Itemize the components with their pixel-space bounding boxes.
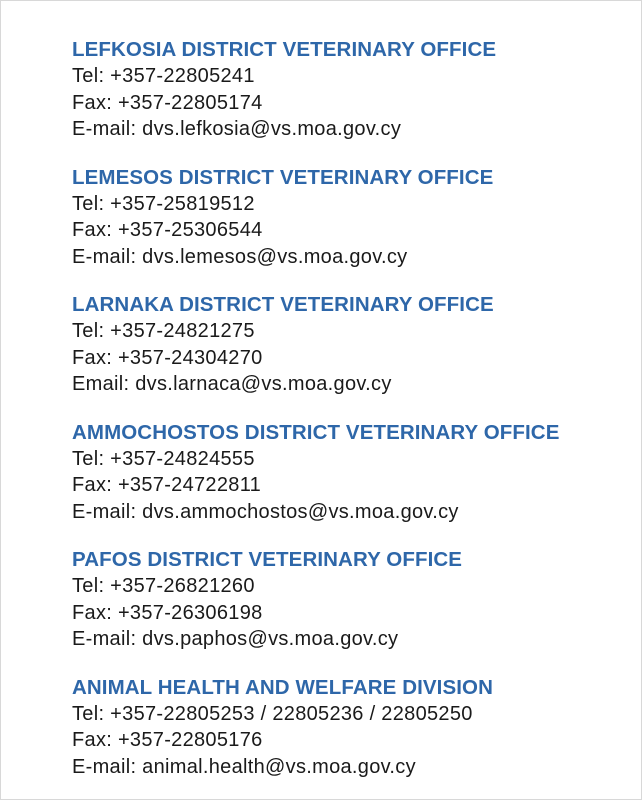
office-block-lemesos (72, 165, 631, 271)
office-email: E-mail: dvs.ammochostos@vs.moa.gov.cy (72, 500, 459, 523)
office-title: LEFKOSIA DISTRICT VETERINARY OFFICE (72, 38, 497, 61)
office-tel: Tel: +357-25819512 (72, 192, 255, 215)
office-email: E-mail: dvs.lemesos@vs.moa.gov.cy (72, 245, 408, 268)
office-title: ANIMAL HEALTH AND WELFARE DIVISION (72, 675, 493, 699)
office-fax: Fax: +357-24304270 (72, 346, 263, 369)
office-tel: Tel: +357-22805253 / 22805236 / 22805250 (72, 702, 473, 725)
office-fax: Fax: +357-24722811 (72, 474, 262, 496)
office-tel: Tel: +357-24821275 (72, 320, 255, 342)
office-block-lefkosia (72, 37, 631, 143)
office-title: AMMOCHOSTOS DISTRICT VETERINARY OFFICE (72, 420, 560, 444)
office-block-pafos (72, 547, 631, 653)
office-title: PAFOS DISTRICT VETERINARY OFFICE (72, 548, 463, 571)
office-tel: Tel: +357-26821260 (72, 575, 255, 597)
office-title: LEMESOS DISTRICT VETERINARY OFFICE (72, 165, 494, 189)
office-block-larnaka (72, 292, 631, 398)
office-block-animal-health (72, 675, 631, 781)
contact-list (72, 37, 631, 802)
office-tel: Tel: +357-24824555 (72, 447, 255, 470)
office-email: E-mail: dvs.paphos@vs.moa.gov.cy (72, 628, 399, 650)
office-tel: Tel: +357-22805241 (72, 65, 255, 87)
office-fax: Fax: +357-26306198 (72, 601, 263, 624)
office-fax: Fax: +357-22805174 (72, 91, 263, 114)
office-email: E-mail: dvs.lefkosia@vs.moa.gov.cy (72, 118, 402, 140)
office-email: E-mail: animal.health@vs.moa.gov.cy (72, 755, 416, 778)
office-block-ammochostos (72, 420, 631, 526)
office-title: LARNAKA DISTRICT VETERINARY OFFICE (72, 293, 494, 316)
office-fax: Fax: +357-22805176 (72, 729, 263, 751)
office-fax: Fax: +357-25306544 (72, 219, 263, 241)
office-email: Email: dvs.larnaca@vs.moa.gov.cy (72, 373, 392, 395)
